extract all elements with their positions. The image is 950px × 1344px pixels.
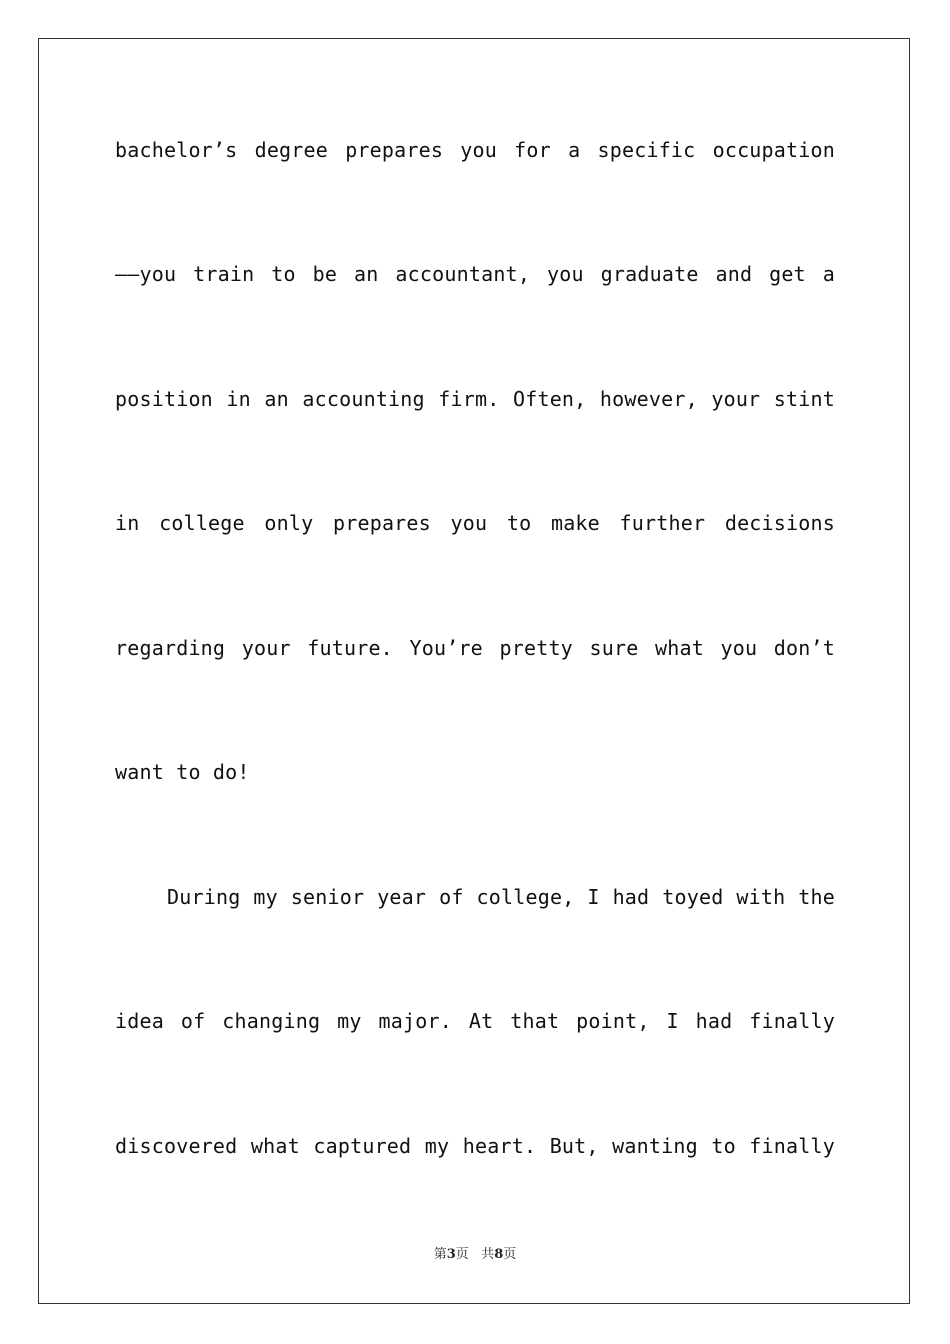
text-line-2: ——you train to be an accountant, you graduate and get a [115, 262, 835, 286]
total-prefix: 共 [481, 1247, 495, 1262]
text-line-9: discovered what captured my heart. But, wanting to finally [115, 1134, 835, 1158]
total-suffix: 页 [503, 1247, 517, 1262]
total-page-count: 8 [494, 1247, 504, 1262]
current-page-number: 3 [446, 1247, 456, 1262]
text-line-4: in college only prepares you to make further decisions [115, 511, 835, 535]
text-line-5: regarding your future. You’re pretty sure what you don’t [115, 636, 835, 660]
text-line-6: want to do! [115, 760, 250, 784]
text-line-1: bachelor’s degree prepares you for a specific occupation [115, 138, 835, 162]
text-line-8: idea of changing my major. At that point, I had finally [115, 1009, 835, 1033]
text-line-7: During my senior year of college, I had toyed with the [167, 885, 835, 909]
page-suffix: 页 [455, 1247, 469, 1262]
page-prefix: 第 [433, 1247, 447, 1262]
text-line-3: position in an accounting firm. Often, however, your stint [115, 387, 835, 411]
page-number-footer [0, 1246, 950, 1264]
page-border [38, 38, 910, 1304]
